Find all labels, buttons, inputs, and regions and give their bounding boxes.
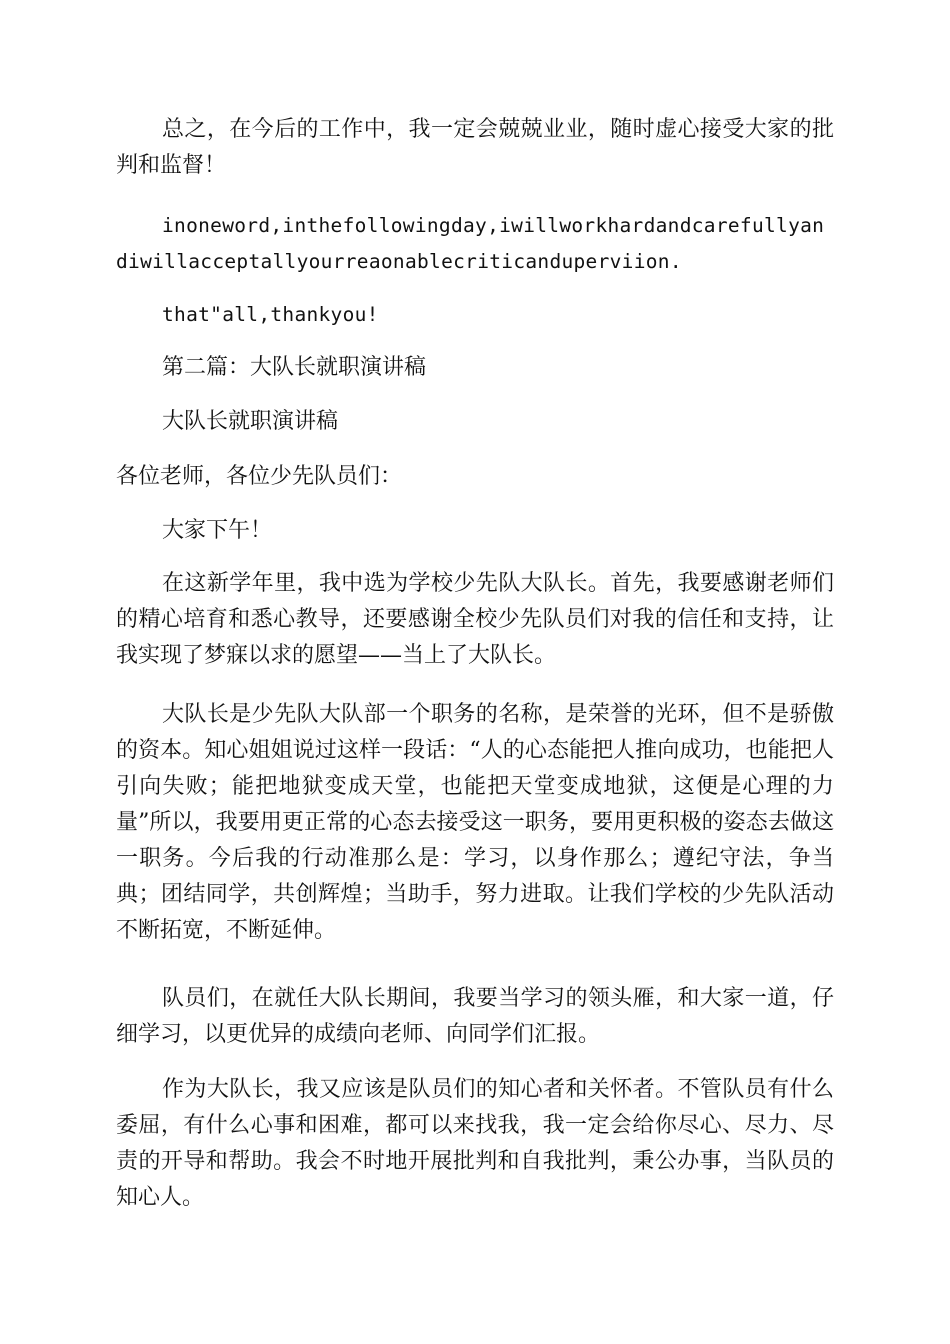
paragraph-care: 作为大队长，我又应该是队员们的知心者和关怀者。不管队员有什么委屈，有什么心事和困难，都可以来找我，我一定会给你尽心、尽力、尽责的开导和帮助。我会不时地开展批判和自我批判，秉公办事，当队员的知心人。 [116,1077,834,1210]
paragraph-study: 队员们，在就任大队长期间，我要当学习的领头雁，和大家一道，仔细学习，以更优异的成绩向老师、向同学们汇报。 [116,986,834,1047]
paragraph-thanks: that"all,thankyou! [162,303,379,326]
section-heading: 第二篇：大队长就职演讲稿 [162,355,427,380]
greeting: 大家下午！ [162,518,273,543]
paragraph-role-meaning: 大队长是少先队大队部一个职务的名称，是荣誉的光环，但不是骄傲的资本。知心姐姐说过这样一段话：“人的心态能把人推向成功，也能把人引向失败；能把地狱变成天堂，也能把天堂变成地狱，这便是心理的力量”所以，我要用更正常的心态去接受这一职务，要用更积极的姿态去做这一职务。今后我的行动准那么是：学习，以身作那么；遵纪守法，争当典；团结同学，共创辉煌；当助手，努力进取。让我们学校的少先队活动不断拓宽，不断延伸。 [116,702,834,943]
paragraph-election: 在这新学年里，我中选为学校少先队大队长。首先，我要感谢老师们的精心培育和悉心教导，还要感谢全校少先队员们对我的信任和支持，让我实现了梦寐以求的愿望——当上了大队长。 [116,571,834,668]
paragraph-english-conclusion: inoneword,inthefollowingday,iwillworkhardandcarefullyandiwillacceptallyourreaonablecriticanduperviion. [116,214,825,273]
paragraph-conclusion: 总之，在今后的工作中，我一定会兢兢业业，随时虚心接受大家的批判和监督！ [116,117,834,178]
speech-title: 大队长就职演讲稿 [162,409,339,434]
salutation: 各位老师，各位少先队员们： [116,464,403,489]
